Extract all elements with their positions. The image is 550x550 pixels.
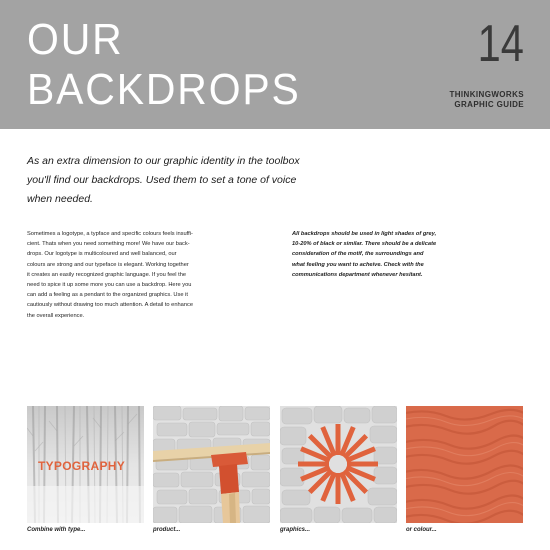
note-line: communications department whenever hesitant. <box>292 271 423 278</box>
body-line: Sometimes a logotype, a typface and specific colours feels insuffi- <box>27 231 193 237</box>
body-line: can add a feeling as a pendant to the organized graphics. Use it <box>27 292 188 299</box>
tile-caption-graphics: graphics... <box>280 527 311 533</box>
body-line: cautiously without drawing too much attention. A detail to enhance <box>27 302 193 309</box>
note-line: 10-20% of black or similar. There should be a delicate <box>292 241 437 248</box>
product-backdrop-image <box>153 406 270 523</box>
tile-caption-product: product... <box>153 527 181 533</box>
backdrop-tile-colour <box>406 406 523 523</box>
tile-caption-type: Combine with type... <box>27 527 86 533</box>
body-line: it creates an easily recognized graphic language. If you feel the <box>27 271 187 278</box>
typography-overlay-text: TYPOGRAPHY <box>38 459 126 473</box>
page-title-line-1: OUR <box>27 15 124 64</box>
page-number: 14 <box>477 15 524 73</box>
tile-caption-colour: or colour... <box>406 527 437 533</box>
body-line: colours are strong and our typeface is elegant. Working together <box>27 261 189 268</box>
backdrop-tile-product <box>153 406 270 523</box>
backdrop-tile-graphics <box>280 406 397 523</box>
usage-note <box>292 229 532 280</box>
body-paragraph <box>27 229 255 321</box>
note-line: what feeling you want to acheive. Check with the <box>292 261 424 268</box>
colour-backdrop-image <box>406 406 523 523</box>
note-line: consideration of the motif, the surroundings and <box>292 251 424 258</box>
guide-name-line-2: GRAPHIC GUIDE <box>454 100 524 109</box>
backdrop-tile-forest <box>27 406 144 523</box>
graphics-backdrop-image <box>280 406 397 523</box>
body-line: cient. Thats when you need something more! We have our back- <box>27 241 190 248</box>
body-line: drops. Our logotype is multicoloured and well balanced, our <box>27 251 177 258</box>
intro-paragraph <box>27 152 357 209</box>
body-line: the overall experience. <box>27 312 85 319</box>
body-line: need to spice it up some more you can use a backdrop. Here you <box>27 282 192 289</box>
intro-line: As an extra dimension to our graphic identity in the toolbox <box>27 155 300 167</box>
guide-name-line-1: THINKINGWORKS <box>449 90 524 99</box>
header-banner <box>0 0 550 129</box>
note-line: All backdrops should be used in light shades of grey, <box>292 231 437 237</box>
intro-line: you'll find our backdrops. Used them to set a tone of voice <box>27 174 297 186</box>
page-title-line-2: BACKDROPS <box>27 65 301 114</box>
intro-line: when needed. <box>27 193 93 205</box>
